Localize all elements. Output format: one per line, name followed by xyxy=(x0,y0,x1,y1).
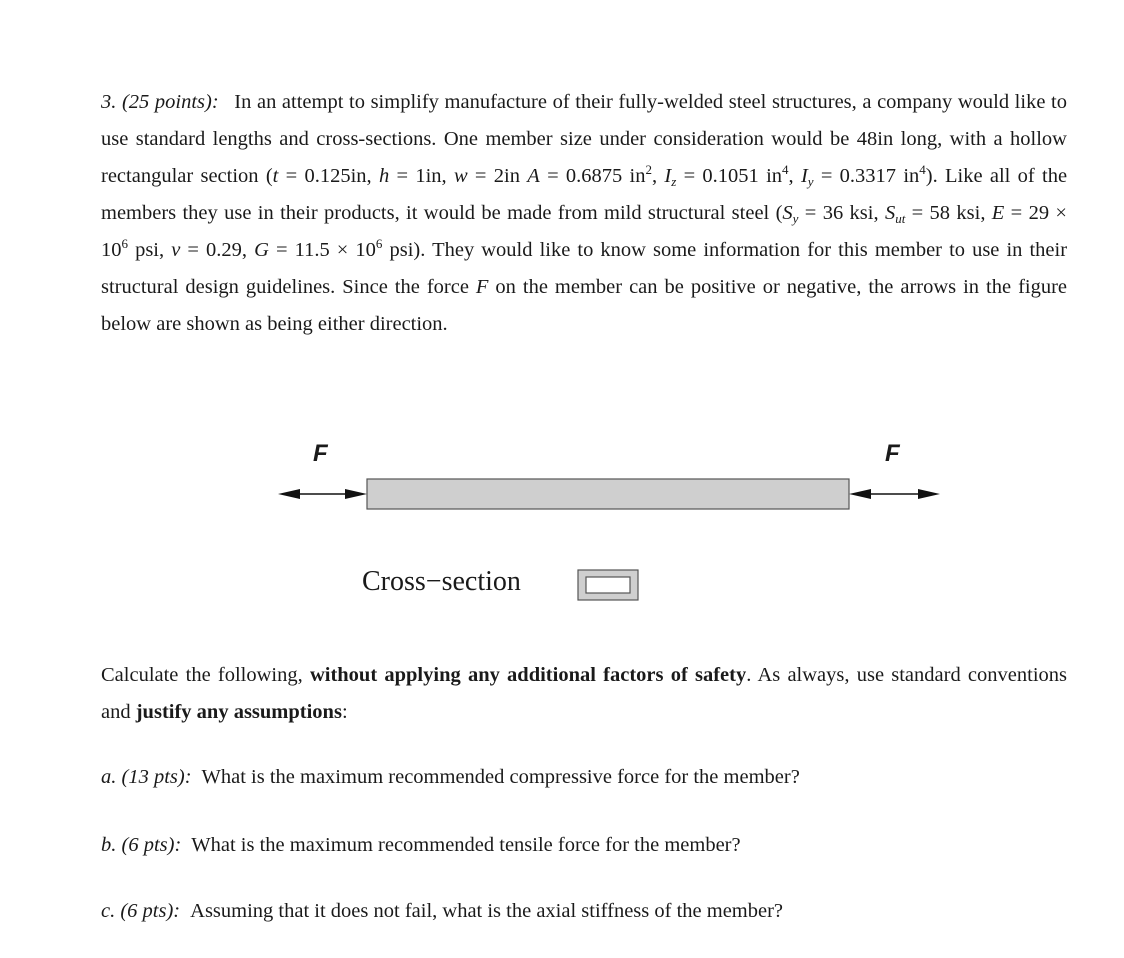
right-force-arrow xyxy=(849,489,940,499)
problem-number: 3. (25 points): xyxy=(101,91,219,113)
no-safety-factor-emphasis: without applying any additional factors of safety xyxy=(309,664,747,686)
member-bar xyxy=(367,479,849,509)
question-b xyxy=(101,827,741,864)
question-a xyxy=(101,759,800,796)
cross-section-label: Cross−section xyxy=(362,566,521,597)
question-c xyxy=(101,893,783,930)
question-label: c. (6 pts): xyxy=(101,900,181,922)
question-label: b. (6 pts): xyxy=(101,834,182,856)
force-label-left: F xyxy=(313,440,328,467)
instructions: Calculate the following, without applying any additional factors of safety. As always, use standard conventions and justify any assumptions: xyxy=(101,664,1067,723)
question-text: Assuming that it does not fail, what is the axial stiffness of the member? xyxy=(190,900,784,922)
question-text: What is the maximum recommended tensile force for the member? xyxy=(191,834,741,856)
left-force-arrow xyxy=(278,489,367,499)
problem-statement: 3. (25 points): In an attempt to simplify manufacture of their fully-welded steel structures, a company would like to use standard lengths and cross-sections. One member size under consideration would be 48in long, with a hollow rectangular section (t = 0.125in, h = 1in, w = 2in A = 0.6875 $in^2$, $I_z = 0.1051$ $in^4$, $I_y = 0.3317$ $in^4$). Like all of the members they use in their products, it would be made from mild structural steel ($S_y = 36$ ksi, $S_{ut} = 58$ ksi, $E = 29 \times 10^6$ psi, ν = 0.29, $G = 11.5 \times 10^6$ psi). They would like to know some information for this member to use in their structural design guidelines. Since the force F on the member can be positive or negative, the arrows in the figure below are shown as being either direction. xyxy=(101,91,1068,335)
cross-section-icon xyxy=(578,570,638,600)
problem-intro: In an attempt to simplify manufacture of their fully-welded steel structures, a company would like to use standard lengths and cross-sections. One member size under consideration would be 48in long, with a hollow rectangular section ( xyxy=(101,91,1067,187)
justify-emphasis: justify any assumptions xyxy=(135,701,342,723)
question-text: What is the maximum recommended compressive force for the member? xyxy=(201,766,800,788)
force-label-right: F xyxy=(885,440,900,467)
question-label: a. (13 pts): xyxy=(101,766,192,788)
